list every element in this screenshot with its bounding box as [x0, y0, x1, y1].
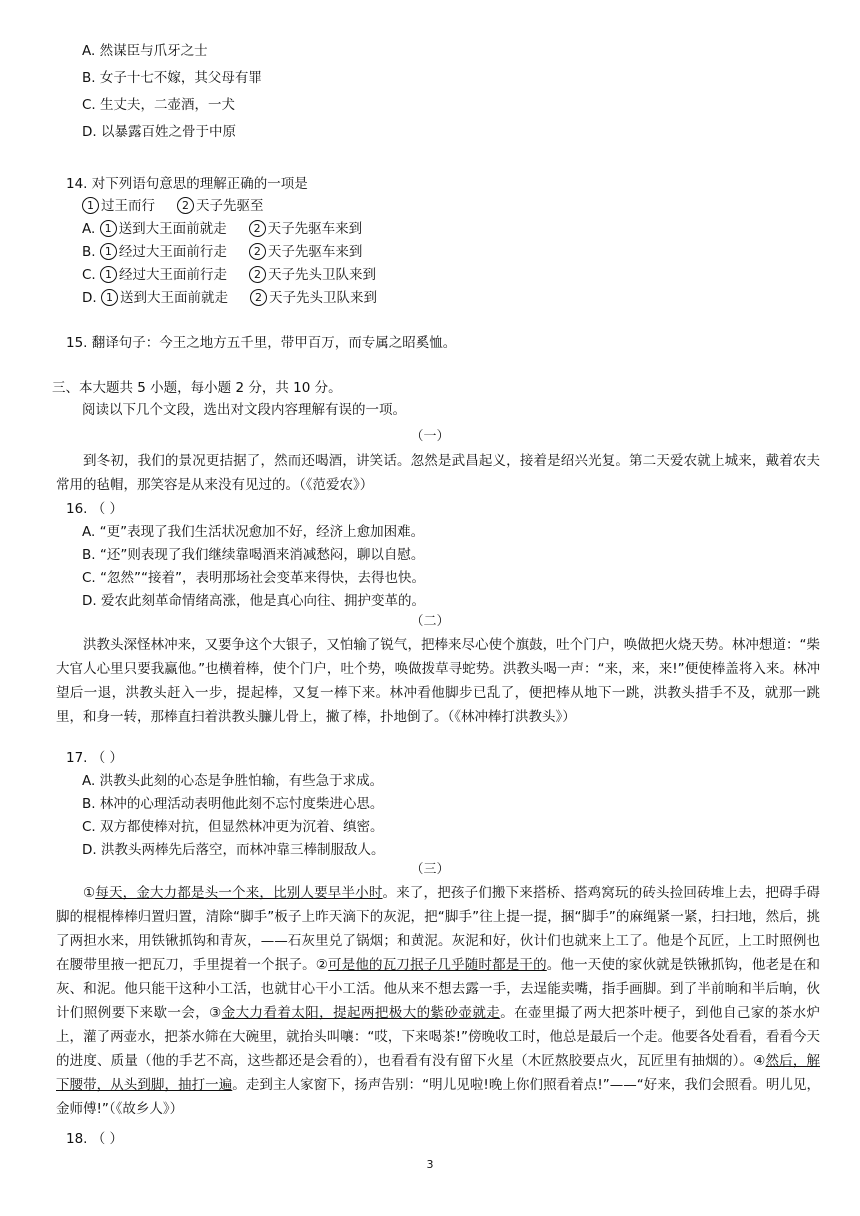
passage-3-text-1: 。来了，把孩子们搬下来搭桥、搭鸡窝玩的砖头捡回砖堆上去，把碍手碍脚的棍棍棒棒归置归置，清除“脚手”板子上昨天滴下的灰泥，把“脚手”往上提一提，捆“脚手”的麻绳紧一紧，扫扫地，然后，挑了两担水来，用铁锹抓钩和青灰，——石灰里兑了锅烟；和黄泥。灰泥和好，伙计们也就来上工了。他是个瓦匠，上工时照例也在腰带里掖一把瓦刀，手里提着一个抿子。 [56, 885, 821, 973]
circle-number-1: 1 [82, 197, 99, 214]
circle-number-2: 2 [249, 243, 266, 260]
section-label-1: （一） [410, 429, 450, 444]
q13-option-c: C. 生丈夫，二壶酒，一犬 [82, 97, 236, 113]
q14-option-d [82, 287, 377, 309]
q14-option-b [82, 241, 362, 263]
passage-1: 到冬初，我们的景况更拮据了，然而还喝酒，讲笑话。忽然是武昌起义，接着是绍兴光复。第二天爱农就上城来，戴着农夫常用的毡帽，那笑容是从来没有见过的。（《范爱农》） [56, 453, 820, 493]
passage-3-text-3: 。在壶里撮了两大把茶叶梗子，到他自己家的茶水炉上，灌了两壶水，把茶水筛在大碗里，就抬头叫嚷：“哎，下来喝茶!”傍晚收工时，他总是最后一个走。他要各处看看，看看今天的进度、质量（他的手艺不高，这些都还是会看的），也看看有没有留下火星（木匠熬胶要点火，瓦匠里有抽烟的）。 [56, 1005, 821, 1069]
q14-stem: 14. 对下列语句意思的理解正确的一项是 [66, 176, 308, 192]
passage-3-text-4: 。走到主人家窗下，扬声告别：“明儿见啦!晚上你们照看着点!”——“好来，我们会照看。明儿见，金师傅!”（《故乡人》） [56, 1077, 821, 1117]
section-label-3: （三） [410, 862, 450, 877]
circle-number-1: 1 [100, 266, 117, 283]
q17-number: 17. （ ） [66, 750, 124, 766]
passage-3 [56, 881, 820, 1121]
underlined-sentence-4: 然后，解下腰带，从头到脚，抽打一遍 [56, 1053, 821, 1093]
sentence-number-1: ① [83, 885, 96, 901]
underlined-sentence-2: 可是他的瓦刀抿子几乎随时都是干的 [328, 957, 547, 973]
option-letter: D. [82, 290, 97, 306]
part3-instruction: 阅读以下几个文段，选出对文段内容理解有误的一项。 [82, 402, 406, 418]
option-letter: B. [82, 244, 96, 260]
q17-option-d: D. 洪教头两棒先后落空，而林冲靠三棒制服敌人。 [82, 842, 385, 858]
q14-option-a [82, 218, 362, 240]
q14-option-c [82, 264, 376, 286]
q16-option-d: D. 爱农此刻革命情绪高涨，他是真心向往、拥护变革的。 [82, 593, 425, 609]
option-part-1: 经过大王面前行走 [119, 267, 228, 283]
option-part-1: 送到大王面前就走 [119, 290, 228, 306]
q14-item-2: 天子先驱至 [196, 198, 264, 214]
q16-option-a: A. “更”表现了我们生活状况愈加不好，经济上愈加困难。 [82, 524, 425, 540]
q14-item-1: 过王而行 [101, 198, 155, 214]
q16-option-b: B. “还”则表现了我们继续靠喝酒来消减愁闷，聊以自慰。 [82, 547, 425, 563]
q16-option-c: C. “忽然”“接着”，表明那场社会变革来得快，去得也快。 [82, 570, 425, 586]
sentence-number-2: ② [315, 957, 329, 973]
q18-number: 18. （ ） [66, 1131, 124, 1147]
q16-number: 16. （ ） [66, 501, 124, 517]
circle-number-2: 2 [177, 197, 194, 214]
sentence-number-3: ③ [209, 1005, 222, 1021]
option-part-1: 送到大王面前就走 [118, 221, 227, 237]
q13-option-a: A. 然谋臣与爪牙之士 [82, 43, 208, 59]
option-letter: C. [82, 267, 96, 283]
section-label-2: （二） [410, 614, 450, 629]
option-part-2: 天子先头卫队来到 [268, 267, 377, 283]
passage-3-text-2: 。他一天使的家伙就是铁锹抓钩，他老是在和灰、和泥。他只能干这种小工活，也就甘心干小工活。他从来不想去露一手，去逞能卖嘴，指手画脚。到了半前晌和半后晌，伙计们照例要下来歇一会， [56, 957, 821, 1021]
underlined-sentence-3: 金大力看着太阳，提起两把极大的紫砂壶就走 [221, 1005, 501, 1021]
option-part-2: 天子先驱车来到 [267, 244, 363, 260]
underlined-sentence-1: 每天，金大力都是头一个来，比别人要早半小时 [95, 885, 383, 901]
q13-option-b: B. 女子十七不嫁，其父母有罪 [82, 70, 262, 86]
part3-heading: 三、本大题共 5 小题，每小题 2 分，共 10 分。 [52, 380, 342, 396]
circle-number-1: 1 [100, 220, 117, 237]
circle-number-1: 1 [100, 243, 117, 260]
q13-option-d: D. 以暴露百姓之骨于中原 [82, 124, 236, 140]
q15-translation-prompt: 15. 翻译句子：今王之地方五千里，带甲百万，而专属之昭奚恤。 [66, 335, 457, 351]
option-part-1: 经过大王面前行走 [118, 244, 227, 260]
q17-option-a: A. 洪教头此刻的心态是争胜怕输，有些急于求成。 [82, 773, 384, 789]
option-part-2: 天子先头卫队来到 [268, 290, 377, 306]
circle-number-1: 1 [101, 289, 118, 306]
q17-option-b: B. 林冲的心理活动表明他此刻不忘忖度柴进心思。 [82, 796, 384, 812]
option-letter: A. [82, 221, 96, 237]
q14-items [82, 195, 264, 217]
passage-2: 洪教头深怪林冲来，又要争这个大银子，又怕输了锐气，把棒来尽心使个旗鼓，吐个门户，唤做把火烧天势。林冲想道：“柴大官人心里只要我赢他。”也横着棒，使个门户，吐个势，唤做拨草寻蛇势。洪教头喝一声：“来，来，来!”便使棒盖将入来。林冲望后一退，洪教头赶入一步，提起棒，又复一棒下来。林冲看他脚步已乱了，便把棒从地下一跳，洪教头措手不及，就那一跳里，和身一转，那棒直扫着洪教头臁儿骨上，撇了棒，扑地倒了。（《林冲棒打洪教头》） [56, 637, 820, 725]
option-part-2: 天子先驱车来到 [267, 221, 363, 237]
page-number: 3 [426, 1158, 434, 1171]
circle-number-2: 2 [249, 220, 266, 237]
sentence-number-4: ④ [753, 1053, 766, 1069]
circle-number-2: 2 [249, 266, 266, 283]
q17-option-c: C. 双方都使棒对抗，但显然林冲更为沉着、缜密。 [82, 819, 384, 835]
circle-number-2: 2 [250, 289, 267, 306]
